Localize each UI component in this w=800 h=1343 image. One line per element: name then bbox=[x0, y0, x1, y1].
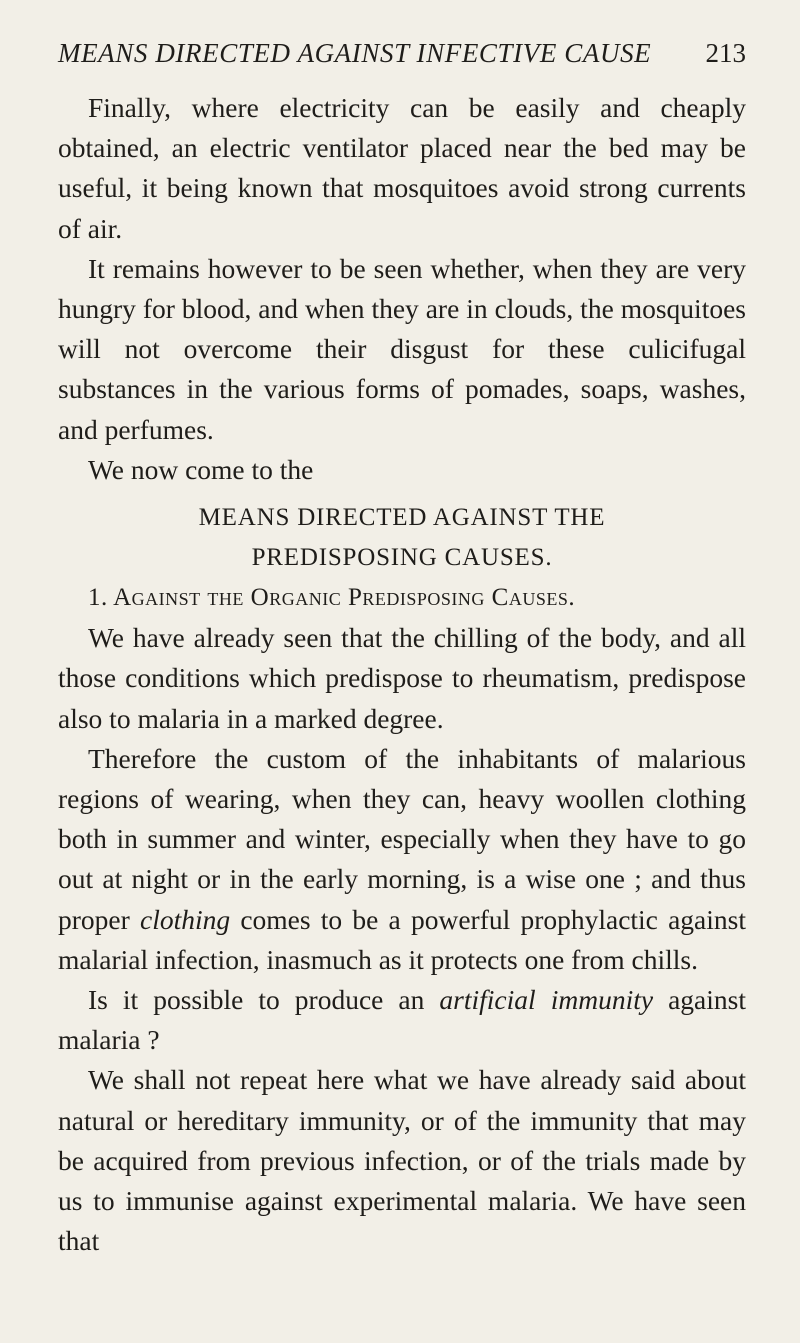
paragraph-text: Is it possible to produce an bbox=[88, 984, 440, 1016]
paragraph bbox=[58, 739, 746, 980]
paragraph: We now come to the bbox=[88, 453, 314, 485]
paragraph-text: Therefore the custom of the inhabitants of malarious regions of wearing, when they can, heavy woollen clothing both in summer and winter, especially when they have to go out at night or in the early morning, is a wise one ; and thus proper bbox=[58, 742, 746, 935]
running-title: MEANS DIRECTED AGAINST INFECTIVE CAUSE bbox=[58, 38, 652, 68]
body-text bbox=[58, 88, 746, 1261]
paragraph-text: comes to be a powerful prophylactic against malarial infection, inasmuch as it protects one from chills. bbox=[58, 903, 746, 975]
section-heading bbox=[58, 490, 746, 578]
page-number: 213 bbox=[705, 38, 746, 68]
running-header bbox=[58, 38, 746, 76]
italic-term: clothing bbox=[139, 903, 231, 935]
paragraph bbox=[58, 980, 746, 1060]
italic-term: artificial immunity bbox=[439, 984, 654, 1016]
section-heading-line: MEANS DIRECTED AGAINST THE bbox=[198, 504, 606, 532]
book-page bbox=[58, 38, 746, 1261]
paragraph: We shall not repeat here what we have already said about natural or hereditary immunity, or of the immunity that may be acquired from previous infection, or of the trials made by us to immunise against experimental malaria. We have seen that bbox=[58, 1064, 746, 1257]
paragraph-text: against malaria ? bbox=[58, 984, 746, 1056]
subsection-heading: 1. Against the Organic Predisposing Causes. bbox=[88, 584, 576, 612]
paragraph: We have already seen that the chilling of the body, and all those conditions which predispose to rheumatism, predispose also to malaria in a marked degree. bbox=[58, 622, 746, 734]
section-heading-line: PREDISPOSING CAUSES. bbox=[251, 544, 553, 572]
paragraph: It remains however to be seen whether, when they are very hungry for blood, and when they are in clouds, the mosquitoes will not overcome their disgust for these culicifugal substances in the various forms of pomades, soaps, washes, and perfumes. bbox=[58, 252, 746, 445]
paragraph: Finally, where electricity can be easily and cheaply obtained, an electric ventilator placed near the bed may be useful, it being known that mosquitoes avoid strong currents of air. bbox=[58, 92, 746, 244]
